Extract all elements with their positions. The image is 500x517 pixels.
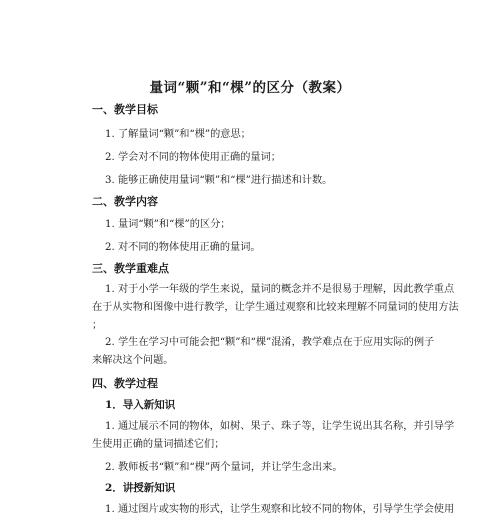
- content-item-1: 1. 量词“颗”和“棵”的区分；: [105, 219, 231, 230]
- introduce-paragraph: [92, 418, 455, 454]
- paragraph-line: 2. 学生在学习中可能会把“颗”和“棵”混淆，教学难点在于应用实际的例子: [105, 337, 435, 348]
- paragraph-line: 1. 通过展示不同的物体，如树、果子、珠子等，让学生说出其名称，并引导学: [105, 421, 455, 432]
- paragraph-line: ；: [92, 320, 103, 331]
- paragraph-line: 1. 通过图片或实物的形式，让学生观察和比较不同的物体，引导学生学会使用: [105, 504, 455, 515]
- key-point-paragraph-2: [92, 334, 435, 370]
- subsection-heading-introduce: 1．导入新知识: [105, 399, 176, 411]
- section-heading-process: 四、教学过程: [92, 377, 158, 390]
- section-heading-content: 二、教学内容: [92, 195, 158, 208]
- teach-paragraph: [92, 501, 455, 517]
- objective-item-3: 3. 能够正确使用量词“颗”和“棵”进行描述和计数。: [105, 175, 333, 186]
- key-point-paragraph-1: [92, 281, 459, 335]
- objective-item-1: 1. 了解量词“颗”和“棵”的意思；: [105, 129, 251, 140]
- content-item-2: 2. 对不同的物体使用正确的量词。: [105, 242, 261, 253]
- paragraph-line: 来解决这个问题。: [92, 355, 174, 366]
- section-heading-key-points: 三、教学重难点: [92, 262, 169, 275]
- document-title: 量词“颗”和“棵”的区分（教案）: [149, 80, 351, 96]
- objective-item-2: 2. 学会对不同的物体使用正确的量词；: [105, 152, 281, 163]
- introduce-item-2: 2. 教师板书“颗”和“棵”两个量词，并让学生念出来。: [105, 462, 343, 473]
- subsection-heading-teach: 2．讲授新知识: [105, 482, 176, 494]
- paragraph-line: 1. 对于小学一年级的学生来说，量词的概念并不是很易于理解，因此教学重点: [105, 284, 455, 295]
- paragraph-line: 在于从实物和图像中进行教学，让学生通过观察和比较来理解不同量词的使用方法: [92, 302, 459, 313]
- section-heading-objectives: 一、教学目标: [92, 103, 158, 116]
- paragraph-line: 生使用正确的量词描述它们；: [92, 439, 225, 450]
